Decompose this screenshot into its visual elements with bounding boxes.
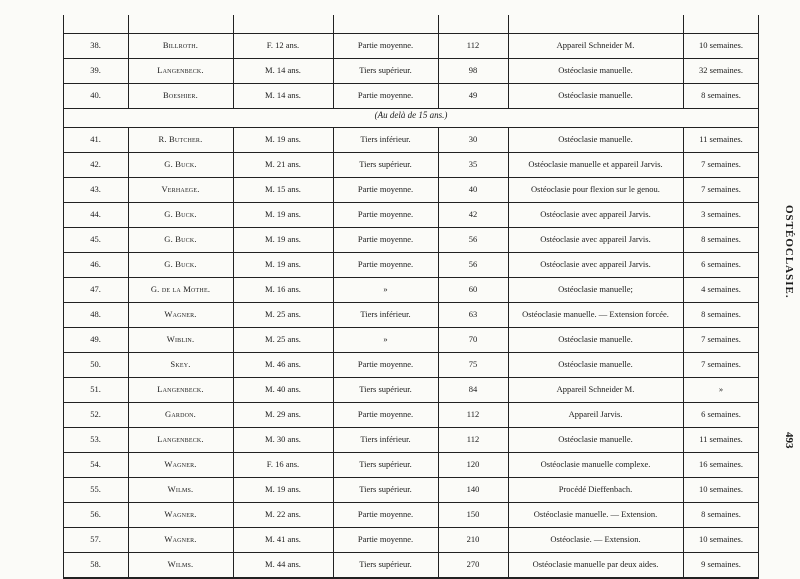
case-number-cell: 42. xyxy=(90,159,101,169)
author-cell: G. Buck. xyxy=(164,259,197,269)
table-row xyxy=(63,502,759,527)
duration-cell: 8 semaines. xyxy=(701,234,741,244)
author-cell: G. Buck. xyxy=(164,159,197,169)
sex-age-cell: M. 30 ans. xyxy=(265,434,301,444)
author-cell: Wagner. xyxy=(164,509,197,519)
sex-age-cell: M. 41 ans. xyxy=(265,534,301,544)
case-number-cell: 50. xyxy=(90,359,101,369)
sex-age-cell: M. 19 ans. xyxy=(265,134,301,144)
case-number-cell: 45. xyxy=(90,234,101,244)
author-cell: Boeshier. xyxy=(163,90,198,100)
location-cell: Tiers supérieur. xyxy=(359,484,412,494)
case-table xyxy=(63,0,759,569)
case-number-cell: 56. xyxy=(90,509,101,519)
sex-age-cell: M. 19 ans. xyxy=(265,259,301,269)
procedure-cell: Ostéoclasie manuelle par deux aides. xyxy=(532,559,659,569)
case-number-cell: 44. xyxy=(90,209,101,219)
case-number-cell: 46. xyxy=(90,259,101,269)
table-row xyxy=(63,327,759,352)
case-number-cell: 51. xyxy=(90,384,101,394)
procedure-cell: Ostéoclasie manuelle. xyxy=(558,334,633,344)
location-cell: Tiers inférieur. xyxy=(360,434,411,444)
table-row xyxy=(63,427,759,452)
section-heading: (Au delà de 15 ans.) xyxy=(374,110,448,120)
procedure-cell: Ostéoclasie manuelle. — Extension forcée. xyxy=(522,309,669,319)
author-cell: G. de la Mothe. xyxy=(150,284,211,294)
procedure-cell: Ostéoclasie manuelle; xyxy=(558,284,633,294)
procedure-cell: Ostéoclasie. — Extension. xyxy=(550,534,641,544)
location-cell: Tiers inférieur. xyxy=(360,309,411,319)
page-number: 493 xyxy=(783,432,795,449)
author-cell: G. Buck. xyxy=(164,209,197,219)
angle-cell: 63 xyxy=(468,309,478,319)
procedure-cell: Ostéoclasie manuelle. xyxy=(558,90,633,100)
author-cell: Wiblin. xyxy=(166,334,195,344)
procedure-cell: Ostéoclasie pour flexion sur le genou. xyxy=(531,184,660,194)
table-row xyxy=(63,352,759,377)
sex-age-cell: M. 21 ans. xyxy=(265,159,301,169)
case-number-cell: 53. xyxy=(90,434,101,444)
angle-cell: 210 xyxy=(466,534,480,544)
procedure-cell: Appareil Schneider M. xyxy=(556,384,635,394)
duration-cell: » xyxy=(718,384,724,394)
author-cell: Billroth. xyxy=(162,40,199,50)
sex-age-cell: M. 19 ans. xyxy=(265,234,301,244)
procedure-cell: Ostéoclasie manuelle complexe. xyxy=(540,459,651,469)
sex-age-cell: M. 44 ans. xyxy=(265,559,301,569)
duration-cell: 16 semaines. xyxy=(699,459,743,469)
sex-age-cell: M. 40 ans. xyxy=(265,384,301,394)
author-cell: Skey. xyxy=(170,359,191,369)
sex-age-cell: M. 15 ans. xyxy=(265,184,301,194)
case-number-cell: 39. xyxy=(90,65,101,75)
angle-cell: 35 xyxy=(468,159,478,169)
location-cell: Partie moyenne. xyxy=(357,209,414,219)
angle-cell: 30 xyxy=(468,134,478,144)
location-cell: Partie moyenne. xyxy=(357,359,414,369)
author-cell: Langenbeck. xyxy=(157,65,204,75)
procedure-cell: Appareil Schneider M. xyxy=(556,40,635,50)
sex-age-cell: M. 14 ans. xyxy=(265,65,301,75)
table-row xyxy=(63,83,759,108)
procedure-cell: Ostéoclasie avec appareil Jarvis. xyxy=(540,259,651,269)
case-number-cell: 48. xyxy=(90,309,101,319)
procedure-cell: Ostéoclasie manuelle. — Extension. xyxy=(533,509,658,519)
running-head: OSTÉOCLASIE. xyxy=(783,205,795,299)
duration-cell: 10 semaines. xyxy=(699,40,743,50)
angle-cell: 49 xyxy=(468,90,478,100)
sex-age-cell: M. 25 ans. xyxy=(265,309,301,319)
sex-age-cell: M. 22 ans. xyxy=(265,509,301,519)
location-cell: Partie moyenne. xyxy=(357,534,414,544)
case-number-cell: 58. xyxy=(90,559,101,569)
duration-cell: 9 semaines. xyxy=(701,559,741,569)
angle-cell: 150 xyxy=(466,509,480,519)
duration-cell: 32 semaines. xyxy=(699,65,743,75)
sex-age-cell: M. 46 ans. xyxy=(265,359,301,369)
table-row xyxy=(63,302,759,327)
duration-cell: 3 semaines. xyxy=(701,209,741,219)
location-cell: Partie moyenne. xyxy=(357,259,414,269)
case-number-cell: 49. xyxy=(90,334,101,344)
location-cell: Tiers supérieur. xyxy=(359,559,412,569)
angle-cell: 98 xyxy=(468,65,478,75)
location-cell: » xyxy=(383,334,388,344)
angle-cell: 42 xyxy=(468,209,478,219)
sex-age-cell: M. 29 ans. xyxy=(265,409,301,419)
angle-cell: 70 xyxy=(468,334,478,344)
procedure-cell: Appareil Jarvis. xyxy=(568,409,623,419)
sex-age-cell: M. 19 ans. xyxy=(265,209,301,219)
author-cell: Wilms. xyxy=(167,484,194,494)
duration-cell: 8 semaines. xyxy=(701,509,741,519)
angle-cell: 270 xyxy=(466,559,480,569)
angle-cell: 112 xyxy=(466,434,480,444)
duration-cell: 11 semaines. xyxy=(699,134,743,144)
table-row xyxy=(63,527,759,552)
angle-cell: 60 xyxy=(468,284,478,294)
case-number-cell: 43. xyxy=(90,184,101,194)
location-cell: Partie moyenne. xyxy=(357,409,414,419)
case-number-cell: 57. xyxy=(90,534,101,544)
table-row xyxy=(63,402,759,427)
table-row xyxy=(63,58,759,83)
procedure-cell: Ostéoclasie manuelle. xyxy=(558,134,633,144)
angle-cell: 112 xyxy=(466,409,480,419)
case-number-cell: 55. xyxy=(90,484,101,494)
duration-cell: 7 semaines. xyxy=(701,184,741,194)
duration-cell: 7 semaines. xyxy=(701,334,741,344)
angle-cell: 84 xyxy=(468,384,478,394)
duration-cell: 11 semaines. xyxy=(699,434,743,444)
table-row xyxy=(63,377,759,402)
sex-age-cell: F. 12 ans. xyxy=(266,40,300,50)
table-row xyxy=(63,452,759,477)
procedure-cell: Ostéoclasie manuelle. xyxy=(558,65,633,75)
table-row xyxy=(63,277,759,302)
duration-cell: 7 semaines. xyxy=(701,159,741,169)
location-cell: Partie moyenne. xyxy=(357,234,414,244)
duration-cell: 10 semaines. xyxy=(699,534,743,544)
procedure-cell: Ostéoclasie manuelle. xyxy=(558,359,633,369)
location-cell: Tiers supérieur. xyxy=(359,384,412,394)
case-number-cell: 38. xyxy=(90,40,101,50)
table-row xyxy=(63,177,759,202)
author-cell: Gardon. xyxy=(165,409,196,419)
author-cell: G. Buck. xyxy=(164,234,197,244)
location-cell: Tiers supérieur. xyxy=(359,159,412,169)
table-row xyxy=(63,33,759,58)
case-number-cell: 41. xyxy=(90,134,101,144)
location-cell: Tiers inférieur. xyxy=(360,134,411,144)
case-number-cell: 52. xyxy=(90,409,101,419)
table-row xyxy=(63,252,759,277)
table-row xyxy=(63,127,759,152)
duration-cell: 4 semaines. xyxy=(701,284,741,294)
angle-cell: 56 xyxy=(468,259,478,269)
table-row xyxy=(63,202,759,227)
author-cell: R. Butcher. xyxy=(158,134,203,144)
location-cell: Partie moyenne. xyxy=(357,184,414,194)
angle-cell: 75 xyxy=(468,359,478,369)
author-cell: Wagner. xyxy=(164,309,197,319)
table-row xyxy=(63,552,759,577)
angle-cell: 112 xyxy=(466,40,480,50)
sex-age-cell: M. 14 ans. xyxy=(265,90,301,100)
location-cell: Tiers supérieur. xyxy=(359,459,412,469)
case-number-cell: 40. xyxy=(90,90,101,100)
location-cell: Partie moyenne. xyxy=(357,90,414,100)
table-row xyxy=(63,152,759,177)
sex-age-cell: M. 25 ans. xyxy=(265,334,301,344)
author-cell: Wagner. xyxy=(164,459,197,469)
author-cell: Wilms. xyxy=(167,559,194,569)
angle-cell: 40 xyxy=(468,184,478,194)
location-cell: Tiers supérieur. xyxy=(359,65,412,75)
duration-cell: 10 semaines. xyxy=(699,484,743,494)
procedure-cell: Ostéoclasie avec appareil Jarvis. xyxy=(540,234,651,244)
duration-cell: 8 semaines. xyxy=(701,90,741,100)
location-cell: » xyxy=(383,284,388,294)
angle-cell: 140 xyxy=(466,484,480,494)
location-cell: Partie moyenne. xyxy=(357,40,414,50)
table-row xyxy=(63,227,759,252)
angle-cell: 120 xyxy=(466,459,480,469)
sex-age-cell: M. 19 ans. xyxy=(265,484,301,494)
case-number-cell: 47. xyxy=(90,284,101,294)
location-cell: Partie moyenne. xyxy=(357,509,414,519)
author-cell: Langenbeck. xyxy=(157,434,204,444)
sex-age-cell: F. 16 ans. xyxy=(266,459,300,469)
author-cell: Wagner. xyxy=(164,534,197,544)
duration-cell: 6 semaines. xyxy=(701,259,741,269)
procedure-cell: Ostéoclasie manuelle. xyxy=(558,434,633,444)
procedure-cell: Ostéoclasie avec appareil Jarvis. xyxy=(540,209,651,219)
table-row xyxy=(63,477,759,502)
duration-cell: 6 semaines. xyxy=(701,409,741,419)
author-cell: Verhaege. xyxy=(161,184,200,194)
duration-cell: 8 semaines. xyxy=(701,309,741,319)
author-cell: Langenbeck. xyxy=(157,384,204,394)
angle-cell: 56 xyxy=(468,234,478,244)
procedure-cell: Ostéoclasie manuelle et appareil Jarvis. xyxy=(528,159,663,169)
sex-age-cell: M. 16 ans. xyxy=(265,284,301,294)
procedure-cell: Procédé Dieffenbach. xyxy=(558,484,633,494)
duration-cell: 7 semaines. xyxy=(701,359,741,369)
case-number-cell: 54. xyxy=(90,459,101,469)
